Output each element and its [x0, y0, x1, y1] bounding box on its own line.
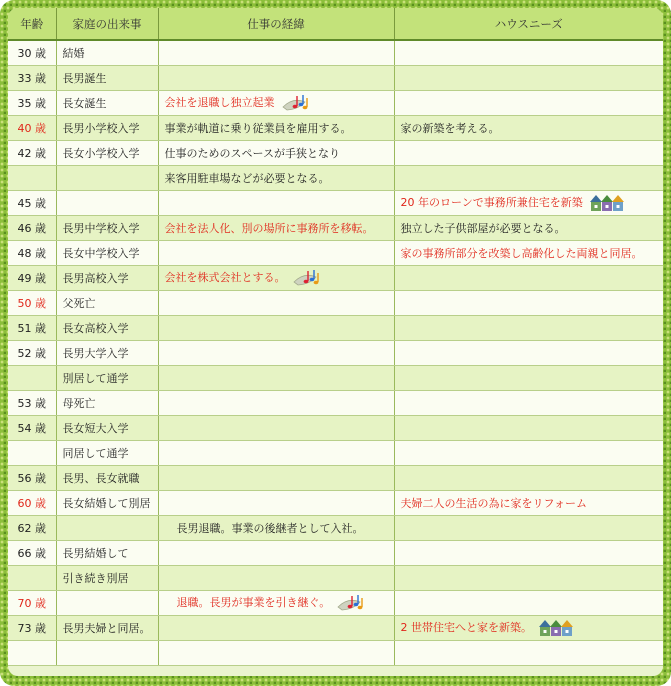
family-event-cell	[56, 641, 158, 666]
work-history-cell	[158, 40, 394, 66]
age-cell	[8, 366, 56, 391]
table-row	[8, 266, 663, 291]
age-cell: 51 歳	[8, 316, 56, 341]
work-history-cell	[158, 66, 394, 91]
family-event-cell: 父死亡	[56, 291, 158, 316]
work-history-cell	[158, 141, 394, 166]
family-event-cell: 長男小学校入学	[56, 116, 158, 141]
work-history-cell	[158, 116, 394, 141]
house-needs-cell	[394, 291, 663, 316]
family-event-cell	[56, 191, 158, 216]
house-needs-text: 家の新築を考える。	[400, 122, 500, 135]
header-row	[8, 8, 663, 40]
work-history-cell	[158, 166, 394, 191]
age-cell	[8, 641, 56, 666]
work-history-cell	[158, 241, 394, 266]
house-needs-text: 家の事務所部分を改築し高齢化した両親と同居。	[400, 247, 643, 260]
header-age: 年齢	[8, 8, 56, 40]
music-notes-icon	[336, 593, 368, 613]
work-history-text: 長男退職。事業の後継者として入社。	[176, 522, 364, 535]
age-cell: 50 歳	[8, 291, 56, 316]
houses-icon	[589, 192, 627, 214]
age-cell: 52 歳	[8, 341, 56, 366]
table-row	[8, 66, 663, 91]
age-cell: 53 歳	[8, 391, 56, 416]
family-event-cell: 長女結婚して別居	[56, 491, 158, 516]
family-event-cell: 同居して通学	[56, 441, 158, 466]
age-cell: 40 歳	[8, 116, 56, 141]
table-row	[8, 391, 663, 416]
work-history-cell	[158, 441, 394, 466]
life-plan-table	[8, 8, 663, 666]
family-event-cell: 長男大学入学	[56, 341, 158, 366]
age-cell: 33 歳	[8, 66, 56, 91]
table-row	[8, 116, 663, 141]
family-event-cell: 長女高校入学	[56, 316, 158, 341]
house-needs-cell	[394, 466, 663, 491]
house-needs-cell	[394, 316, 663, 341]
age-cell: 62 歳	[8, 516, 56, 541]
family-event-cell	[56, 516, 158, 541]
age-cell: 30 歳	[8, 40, 56, 66]
header-house-needs: ハウスニーズ	[394, 8, 663, 40]
family-event-cell: 長女短大入学	[56, 416, 158, 441]
work-history-cell	[158, 341, 394, 366]
house-needs-cell	[394, 116, 663, 141]
house-needs-cell	[394, 191, 663, 216]
table-row	[8, 191, 663, 216]
work-history-cell	[158, 516, 394, 541]
houses-icon	[538, 617, 576, 639]
work-history-cell	[158, 291, 394, 316]
work-history-cell	[158, 591, 394, 616]
age-cell: 49 歳	[8, 266, 56, 291]
house-needs-text: 独立した子供部屋が必要となる。	[400, 222, 566, 235]
table-row	[8, 341, 663, 366]
house-needs-cell	[394, 141, 663, 166]
family-event-cell	[56, 591, 158, 616]
table-row	[8, 591, 663, 616]
music-notes-icon	[292, 268, 324, 288]
house-needs-cell	[394, 591, 663, 616]
house-needs-cell	[394, 541, 663, 566]
age-cell	[8, 441, 56, 466]
family-event-cell: 長男中学校入学	[56, 216, 158, 241]
age-cell: 70 歳	[8, 591, 56, 616]
table-row	[8, 241, 663, 266]
work-history-cell	[158, 216, 394, 241]
family-event-cell: 長女誕生	[56, 91, 158, 116]
work-history-text: 会社を株式会社とする。	[164, 271, 286, 284]
table-row	[8, 616, 663, 641]
table-row	[8, 316, 663, 341]
table-row	[8, 516, 663, 541]
table-row	[8, 541, 663, 566]
table-row	[8, 441, 663, 466]
table-row	[8, 641, 663, 666]
age-cell	[8, 166, 56, 191]
family-event-cell: 母死亡	[56, 391, 158, 416]
header-work-history: 仕事の経緯	[158, 8, 394, 40]
work-history-cell	[158, 466, 394, 491]
age-cell: 54 歳	[8, 416, 56, 441]
house-needs-text: 20 年のローンで事務所兼住宅を新築	[400, 196, 583, 209]
age-cell: 46 歳	[8, 216, 56, 241]
family-event-cell: 結婚	[56, 40, 158, 66]
age-cell: 66 歳	[8, 541, 56, 566]
house-needs-cell	[394, 216, 663, 241]
work-history-cell	[158, 191, 394, 216]
family-event-cell: 長女中学校入学	[56, 241, 158, 266]
table-row	[8, 366, 663, 391]
age-cell: 35 歳	[8, 91, 56, 116]
house-needs-cell	[394, 241, 663, 266]
house-needs-cell	[394, 391, 663, 416]
table-row	[8, 466, 663, 491]
table-row	[8, 216, 663, 241]
work-history-cell	[158, 566, 394, 591]
age-cell: 60 歳	[8, 491, 56, 516]
work-history-cell	[158, 266, 394, 291]
age-cell: 56 歳	[8, 466, 56, 491]
house-needs-cell	[394, 266, 663, 291]
family-event-cell: 長男、長女就職	[56, 466, 158, 491]
work-history-cell	[158, 316, 394, 341]
table-row	[8, 141, 663, 166]
age-cell: 48 歳	[8, 241, 56, 266]
house-needs-cell	[394, 341, 663, 366]
family-event-cell	[56, 166, 158, 191]
house-needs-cell	[394, 516, 663, 541]
family-event-cell: 長男高校入学	[56, 266, 158, 291]
table-row	[8, 566, 663, 591]
table-row	[8, 91, 663, 116]
house-needs-cell	[394, 166, 663, 191]
house-needs-cell	[394, 441, 663, 466]
house-needs-text: 夫婦二人の生活の為に家をリフォーム	[400, 497, 587, 510]
work-history-cell	[158, 366, 394, 391]
family-event-cell: 長男結婚して	[56, 541, 158, 566]
work-history-text: 退職。長男が事業を引き継ぐ。	[176, 596, 331, 609]
work-history-text: 会社を退職し独立起業	[164, 96, 275, 109]
work-history-cell	[158, 416, 394, 441]
house-needs-cell	[394, 91, 663, 116]
family-event-cell: 引き続き別居	[56, 566, 158, 591]
work-history-text: 事業が軌道に乗り従業員を雇用する。	[164, 122, 352, 135]
family-event-cell: 別居して通学	[56, 366, 158, 391]
house-needs-cell	[394, 616, 663, 641]
family-event-cell: 長男誕生	[56, 66, 158, 91]
table-row	[8, 416, 663, 441]
house-needs-text: 2 世帯住宅へと家を新築。	[400, 621, 532, 634]
house-needs-cell	[394, 641, 663, 666]
age-cell	[8, 566, 56, 591]
work-history-cell	[158, 641, 394, 666]
age-cell: 73 歳	[8, 616, 56, 641]
table-row	[8, 291, 663, 316]
age-cell: 42 歳	[8, 141, 56, 166]
house-needs-cell	[394, 66, 663, 91]
header-family-events: 家庭の出来事	[56, 8, 158, 40]
house-needs-cell	[394, 416, 663, 441]
work-history-cell	[158, 91, 394, 116]
family-event-cell: 長男夫婦と同居。	[56, 616, 158, 641]
work-history-cell	[158, 616, 394, 641]
family-event-cell: 長女小学校入学	[56, 141, 158, 166]
work-history-cell	[158, 491, 394, 516]
house-needs-cell	[394, 366, 663, 391]
house-needs-cell	[394, 566, 663, 591]
table-row	[8, 166, 663, 191]
age-cell: 45 歳	[8, 191, 56, 216]
life-plan-table-container	[8, 8, 663, 676]
work-history-text: 来客用駐車場などが必要となる。	[164, 172, 330, 185]
work-history-text: 会社を法人化、別の場所に事務所を移転。	[164, 222, 374, 235]
table-row	[8, 491, 663, 516]
work-history-text: 仕事のためのスペースが手狭となり	[164, 147, 340, 160]
table-row	[8, 40, 663, 66]
house-needs-cell	[394, 40, 663, 66]
work-history-cell	[158, 391, 394, 416]
music-notes-icon	[281, 93, 313, 113]
house-needs-cell	[394, 491, 663, 516]
work-history-cell	[158, 541, 394, 566]
